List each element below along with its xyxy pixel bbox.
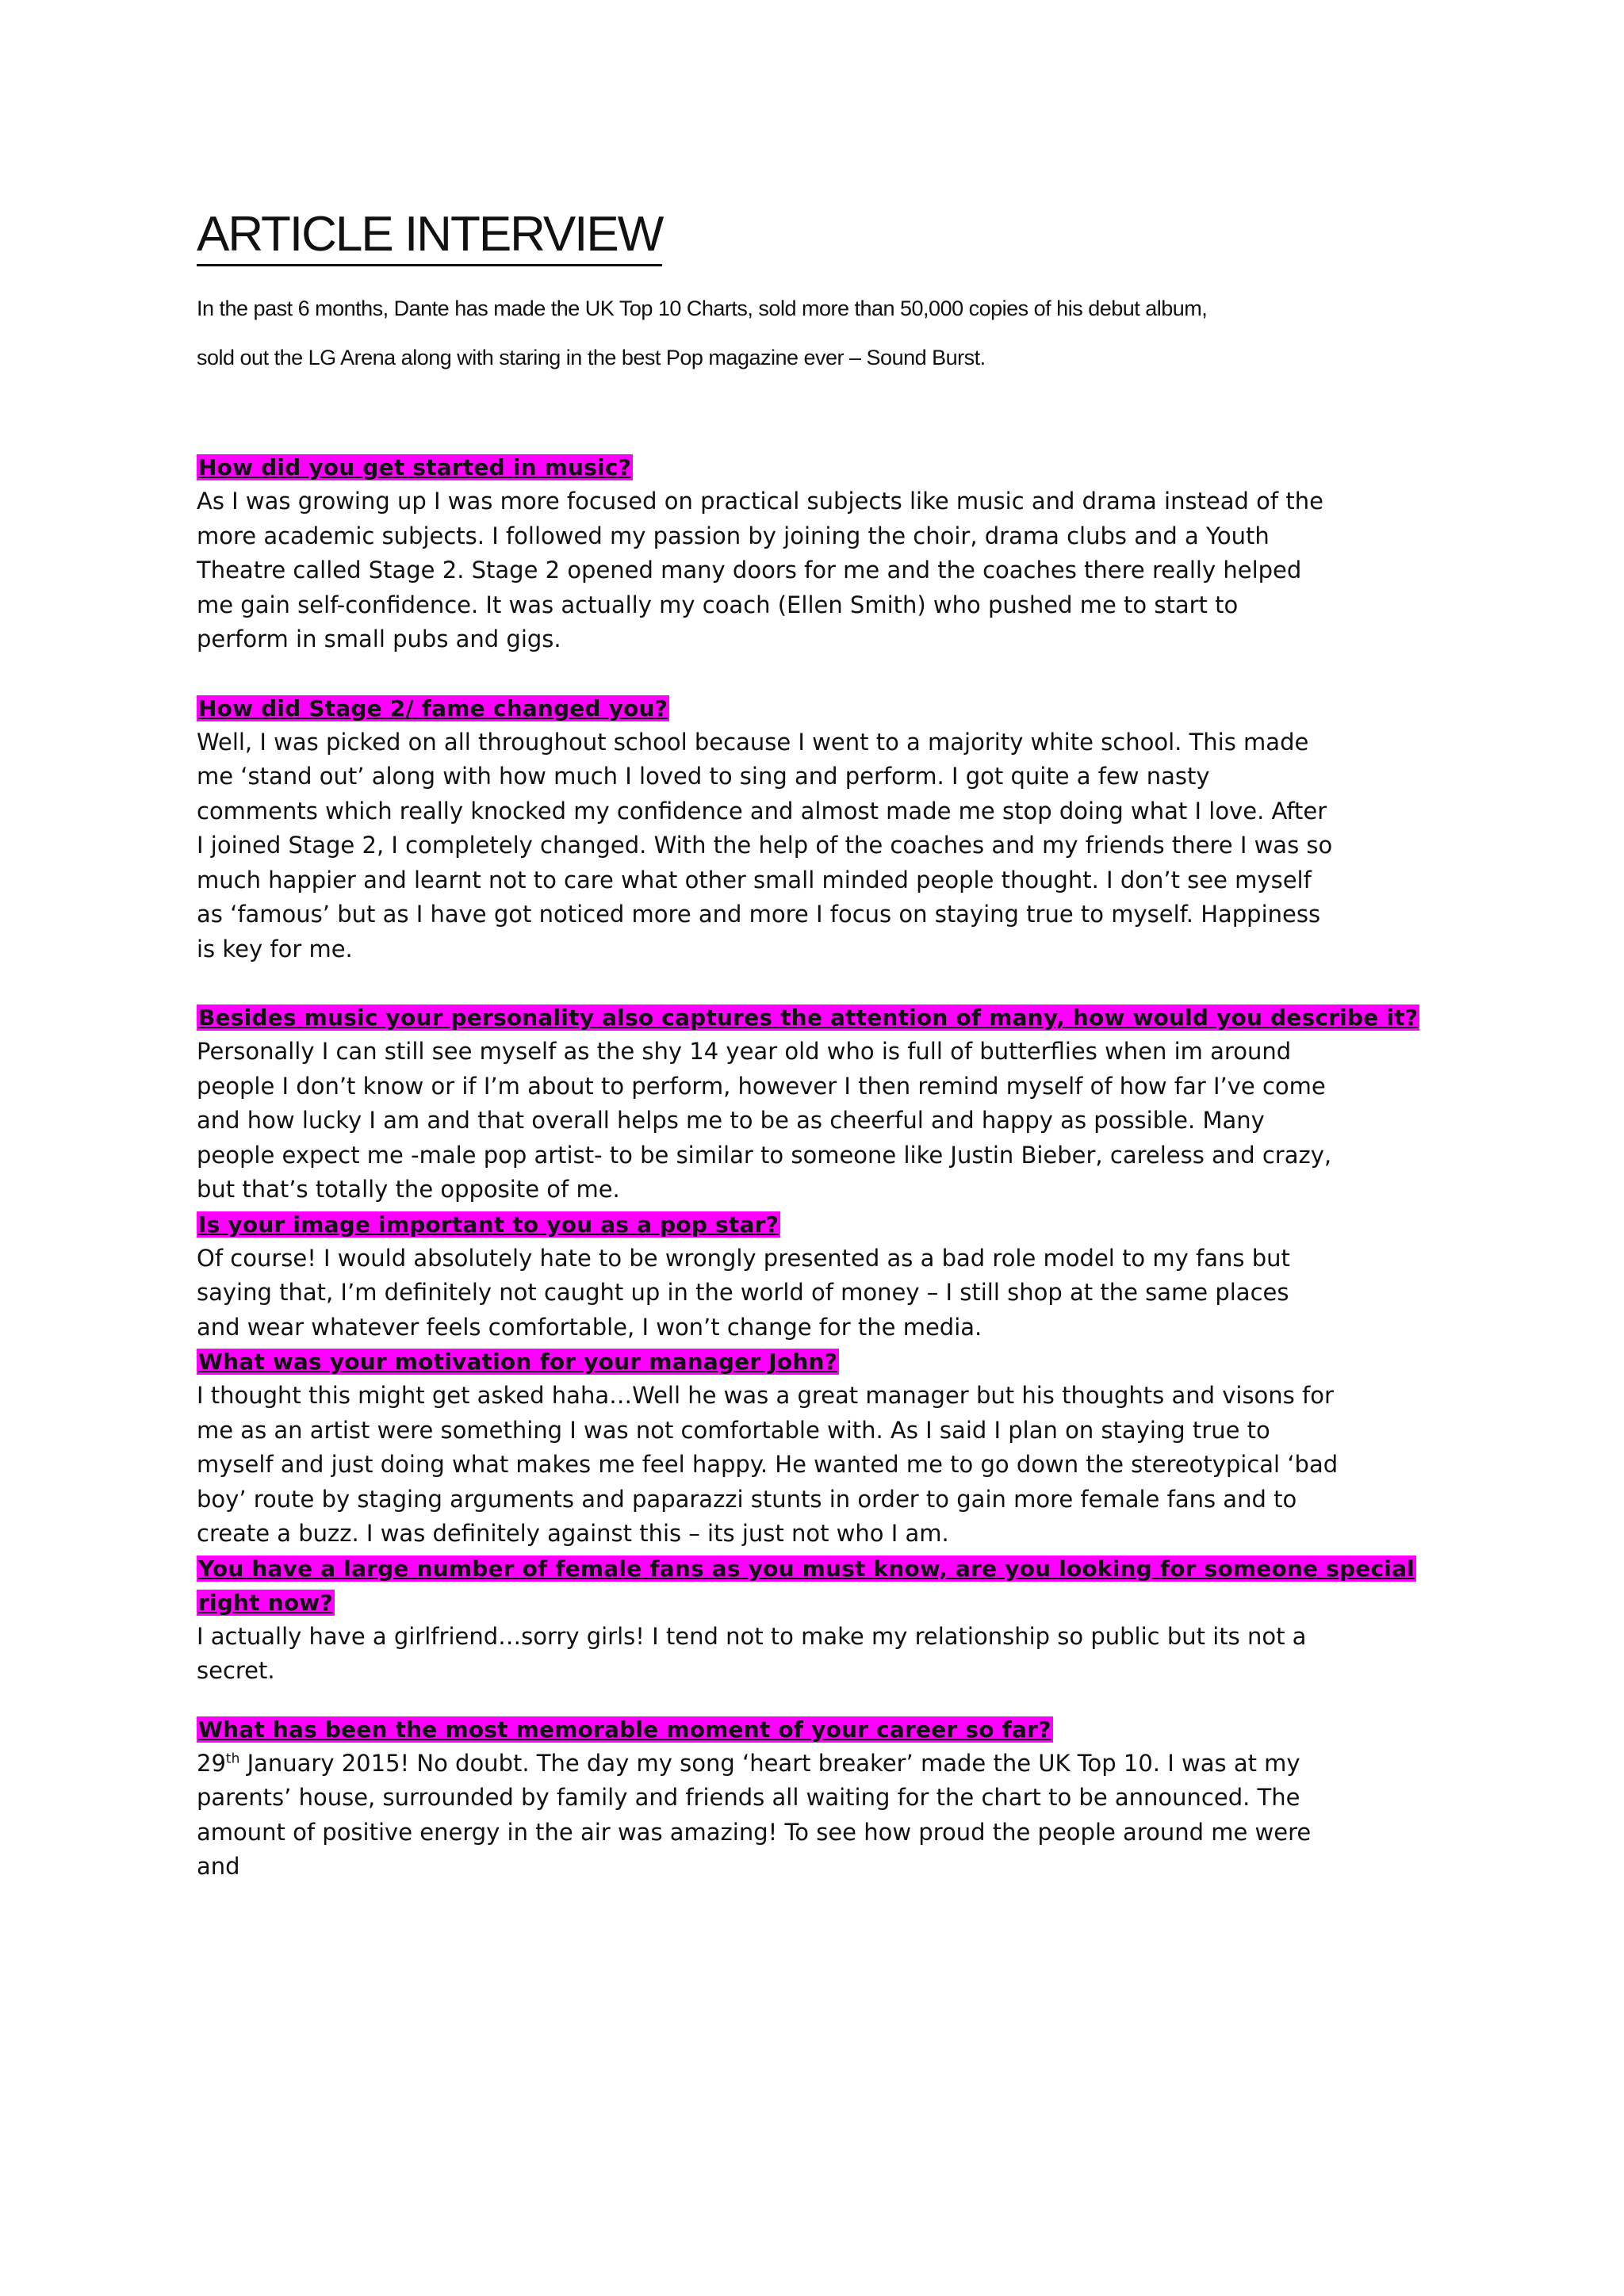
interview-qa-list — [197, 450, 1450, 1885]
question-heading — [197, 1001, 1450, 1035]
question-heading — [197, 450, 1450, 484]
question-heading — [197, 1207, 1450, 1242]
page-title: ARTICLE INTERVIEW — [197, 206, 662, 266]
document — [197, 206, 1450, 1885]
qa-item — [197, 1712, 1450, 1885]
qa-item — [197, 1345, 1450, 1552]
question-text: What has been the most memorable moment of your career so far? — [198, 1716, 1051, 1743]
ordinal-suffix: th — [225, 1751, 240, 1767]
spacer — [197, 1689, 1450, 1712]
question-heading — [197, 691, 1450, 725]
question-text: How did Stage 2/ fame changed you? — [198, 695, 668, 721]
answer-paragraph: I actually have a girlfriend…sorry girls! I tend not to make my relationship so public but its not a secret. — [197, 1622, 1307, 1685]
answer-paragraph: As I was growing up I was more focused on practical subjects like music and drama instead of the more academic subjects. I followed my passion by joining the choir, drama clubs and a Youth Theatre called Stage 2. Stage 2 opened many doors for me and the coaches there really helped me gain self-confidence. It was actually my coach (Ellen Smith) who pushed me to start to perform in small pubs and gigs. — [197, 488, 1323, 653]
question-text: You have a large number of female fans as you must know, are you looking for someone special right now? — [198, 1555, 1415, 1616]
qa-item — [197, 691, 1450, 967]
question-heading — [197, 1345, 1450, 1379]
answer-day: 29 — [197, 1749, 226, 1777]
answer-paragraph: I thought this might get asked haha…Well he was a great manager but his thoughts and visons for me as an artist were something I was not comfortable with. As I said I plan on staying true to myself and just doing what makes me feel happy. He wanted me to go down the stereotypical ‘bad boy’ route by staging arguments and paparazzi stunts in order to gain more female fans and to create a buzz. I was definitely against this – its just not who I am. — [197, 1382, 1339, 1548]
question-text: Besides music your personality also captures the attention of many, how would you describe it? — [198, 1004, 1419, 1031]
question-text: Is your image important to you as a pop star? — [198, 1211, 779, 1238]
question-heading — [197, 1552, 1450, 1620]
answer-paragraph: Well, I was picked on all throughout school because I went to a majority white school. This made me ‘stand out’ along with how much I loved to sing and perform. I got quite a few nasty comments which really knocked my confidence and almost made me stop doing what I love. After I joined Stage 2, I completely changed. With the help of the coaches and my friends there I was so much happier and learnt not to care what other small minded people thought. I don’t see myself as ‘famous’ but as I have got noticed more and more I focus on staying true to myself. Happiness is key for me. — [197, 728, 1333, 962]
question-text: What was your motivation for your manager John? — [198, 1349, 838, 1376]
question-text: How did you get started in music? — [198, 454, 632, 481]
answer-paragraph: Of course! I would absolutely hate to be wrongly presented as a bad role model to my fans but saying that, I’m definitely not caught up in the world of money – I still shop at the same places and wear whatever feels comfortable, I won’t change for the media. — [197, 1244, 1290, 1341]
qa-item — [197, 1001, 1450, 1207]
answer-paragraph — [197, 1747, 1450, 1885]
spacer — [197, 966, 1450, 1001]
spacer — [197, 657, 1450, 691]
qa-item — [197, 1552, 1450, 1689]
question-heading — [197, 1712, 1450, 1747]
qa-item — [197, 450, 1450, 657]
intro-paragraph: In the past 6 months, Dante has made the UK Top 10 Charts, sold more than 50,000 copies of his debut album, sold out the LG Arena along with staring in the best Pop magazine ever – Sound Burst. — [197, 297, 1208, 370]
qa-item — [197, 1207, 1450, 1345]
answer-text: January 2015! No doubt. The day my song ‘heart breaker’ made the UK Top 10. I was at my parents’ house, surrounded by family and friends all waiting for the chart to be announced. The amount of positive energy in the air was amazing! To see how proud the people around me were and — [197, 1749, 1312, 1881]
answer-paragraph: Personally I can still see myself as the shy 14 year old who is full of butterflies when im around people I don’t know or if I’m about to perform, however I then remind myself of how far I’ve come and how lucky I am and that overall helps me to be as cheerful and happy as possible. Many people expect me -male pop artist- to be similar to someone like Justin Bieber, careless and crazy, but that’s totally the opposite of me. — [197, 1038, 1332, 1203]
